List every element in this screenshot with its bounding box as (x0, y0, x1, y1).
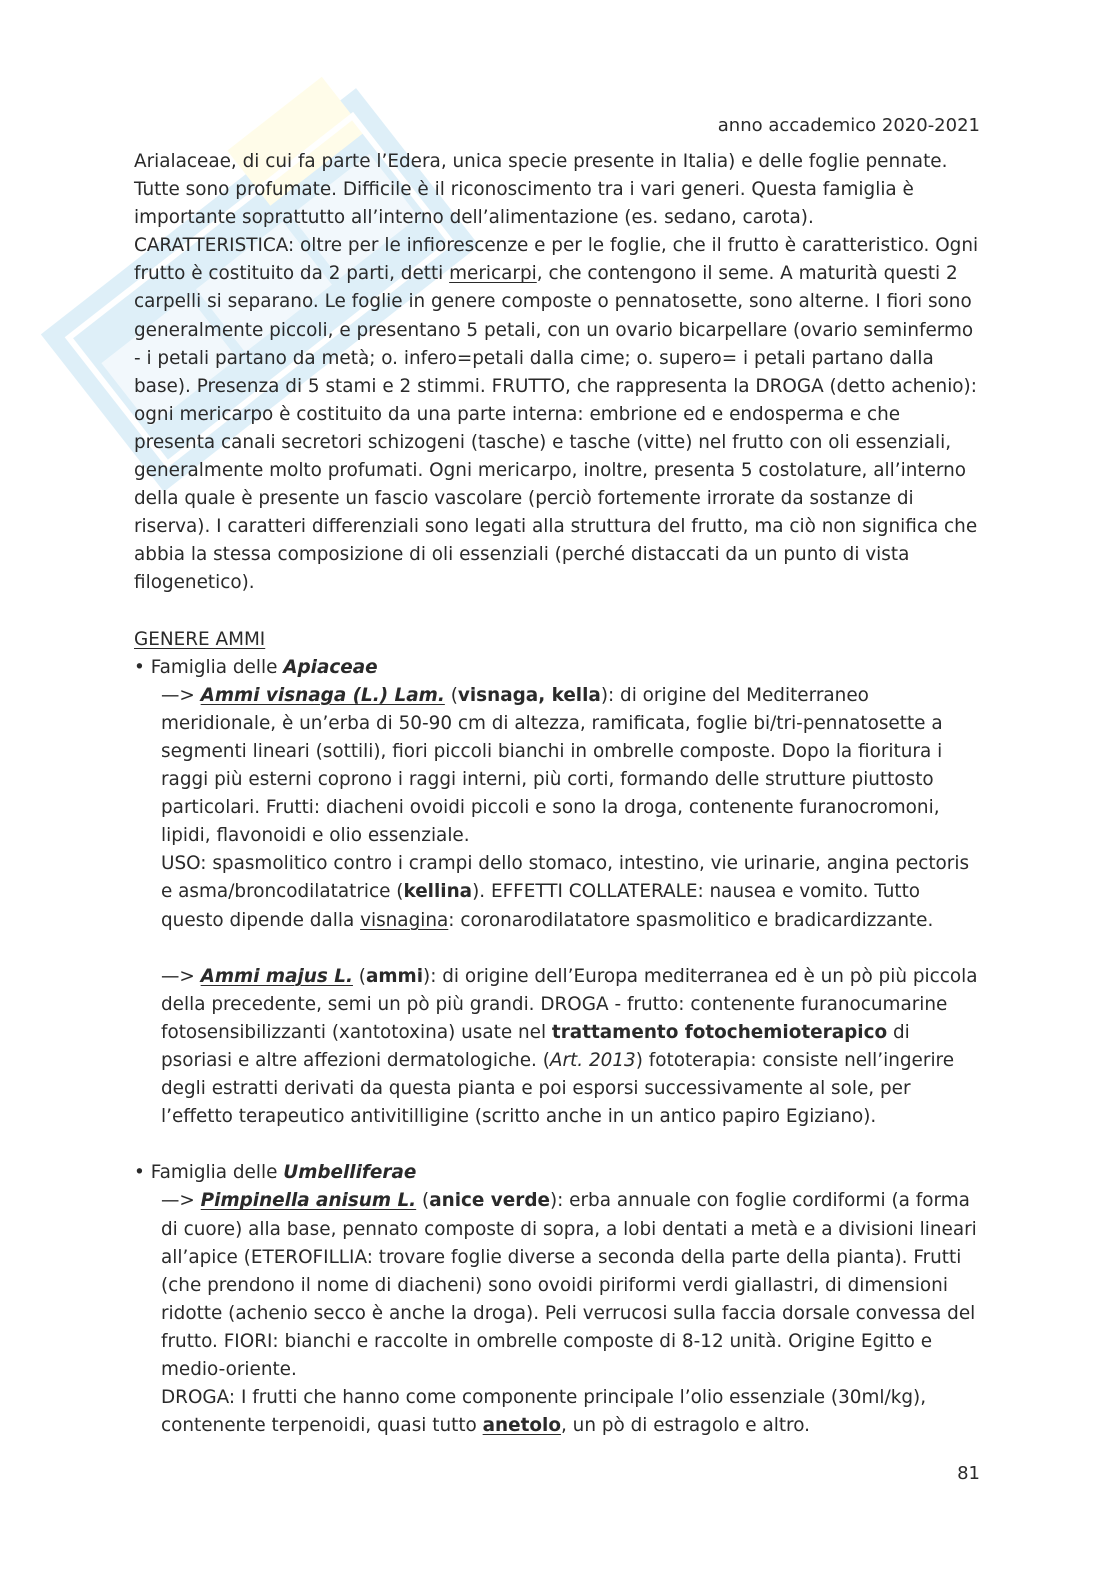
page-number: 81 (957, 1463, 980, 1484)
ammi-visnaga-entry (134, 682, 980, 1132)
anetolo-term: anetolo (482, 1415, 561, 1437)
pimpinella-anisum-entry (134, 1187, 980, 1440)
section-heading: GENERE AMMI (134, 628, 266, 650)
family-apiaceae: • Famiglia delle Apiaceae (134, 656, 378, 678)
ammi-visnaga-description: —> Ammi visnaga (L.) Lam. (visnaga, kella): di origine del Mediterraneo meridionale, è un’erba di 50-90 cm di altezza, ramificata, foglie bi/tri-pennatosette a segmenti lineari (sottili), fiori piccoli bianchi in ombrelle composte. Dopo la fioritura i raggi più esterni coprono i raggi interni, più corti, formando delle strutture piuttosto particolari. Frutti: diacheni ovoidi piccoli e sono la droga, contenente furanocromoni, lipidi, flavonoidi e olio essenziale. (161, 684, 943, 847)
pimpinella-anisum-droga: DROGA: I frutti che hanno come componente principale l’olio essenziale (30ml/kg), contenente terpenoidi, quasi tutto anetolo, un pò di estragolo e altro. (161, 1387, 927, 1437)
pimpinella-anisum-description: —> Pimpinella anisum L. (anice verde): erba annuale con foglie cordiformi (a forma di cuore) alla base, pennato composte di sopra, a lobi dentati a metà e a divisioni lineari all’apice (ETEROFILLIA: trovare foglie diverse a seconda della parte della pianta). Frutti (che prendono il nome di diacheni) sono ovoidi piriformi verdi giallastri, di dimensioni ridotte (achenio secco è anche la droga). Peli verrucosi sulla faccia dorsale convessa del frutto. FIORI: bianchi e raccolte in ombrelle composte di 8-12 unità. Origine Egitto e medio-oriente. (161, 1190, 977, 1381)
running-header: anno accademico 2020-2021 (717, 115, 980, 136)
ammi-visnaga-uso: USO: spasmolitico contro i crampi dello stomaco, intestino, vie urinarie, angina pectoris e asma/broncodilatatrice (kellina). EFFETTI COLLATERALE: nausea e vomito. Tutto questo dipende dalla visnagina: coronarodilatatore spasmolitico e bradicardizzante. (161, 853, 970, 931)
mericarpi-term: mericarpi (449, 263, 537, 285)
page-body (134, 148, 980, 1440)
intro-paragraph: Arialaceae, di cui fa parte l’Edera, unica specie presente in Italia) e delle foglie pennate. Tutte sono profumate. Difficile è il riconoscimento tra i vari generi. Questa famiglia è importante soprattutto all’interno dell’alimentazione (es. sedano, carota). (134, 151, 948, 229)
family-umbelliferae: • Famiglia delle Umbelliferae (134, 1162, 417, 1184)
species-ammi-visnaga: Ammi visnaga (L.) Lam. (200, 684, 445, 706)
visnagina-term: visnagina (360, 909, 449, 931)
ammi-majus-entry: —> Ammi majus L. (ammi): di origine dell’Europa mediterranea ed è un pò più piccola della precedente, semi un pò più grandi. DROGA - frutto: contenente furanocumarine fotosensibilizzanti (xantotoxina) usate nel trattamento fotochemioterapico di psoriasi e altre affezioni dermatologiche. (Art. 2013) fototerapia: consiste nell’ingerire degli estratti derivati da questa pianta e poi esporsi successivamente al sole, per l’effetto terapeutico antivitilligine (scritto anche in un antico papiro Egiziano). (161, 965, 978, 1128)
characteristics-paragraph: CARATTERISTICA: oltre per le infiorescenze e per le foglie, che il frutto è caratteristico. Ogni frutto è costituito da 2 parti, detti mericarpi, che contengono il seme. A maturità questi 2 carpelli si separano. Le foglie in genere composte o pennatosette, sono alterne. I fiori sono generalmente piccoli, e presentano 5 petali, con un ovario bicarpellare (ovario seminfermo - i petali partano da metà; o. infero=petali dalla cime; o. supero= i petali partano dalla base). Presenza di 5 stami e 2 stimmi. FRUTTO, che rappresenta la DROGA (detto achenio): ogni mericarpo è costituito da una parte interna: embrione ed e endosperma e che presenta canali secretori schizogeni (tasche) e tasche (vitte) nel frutto con oli essenziali, generalmente molto profumati. Ogni mericarpo, inoltre, presenta 5 costolature, all’interno della quale è presente un fascio vascolare (perciò fortemente irrorate da sostanze di riserva). I caratteri differenziali sono legati alla struttura del frutto, ma ciò non significa che abbia la stessa composizione di oli essenziali (perché distaccati da un punto di vista filogenetico). (134, 235, 979, 594)
species-pimpinella-anisum: Pimpinella anisum L. (200, 1190, 417, 1212)
species-ammi-majus: Ammi majus L. (200, 965, 353, 987)
